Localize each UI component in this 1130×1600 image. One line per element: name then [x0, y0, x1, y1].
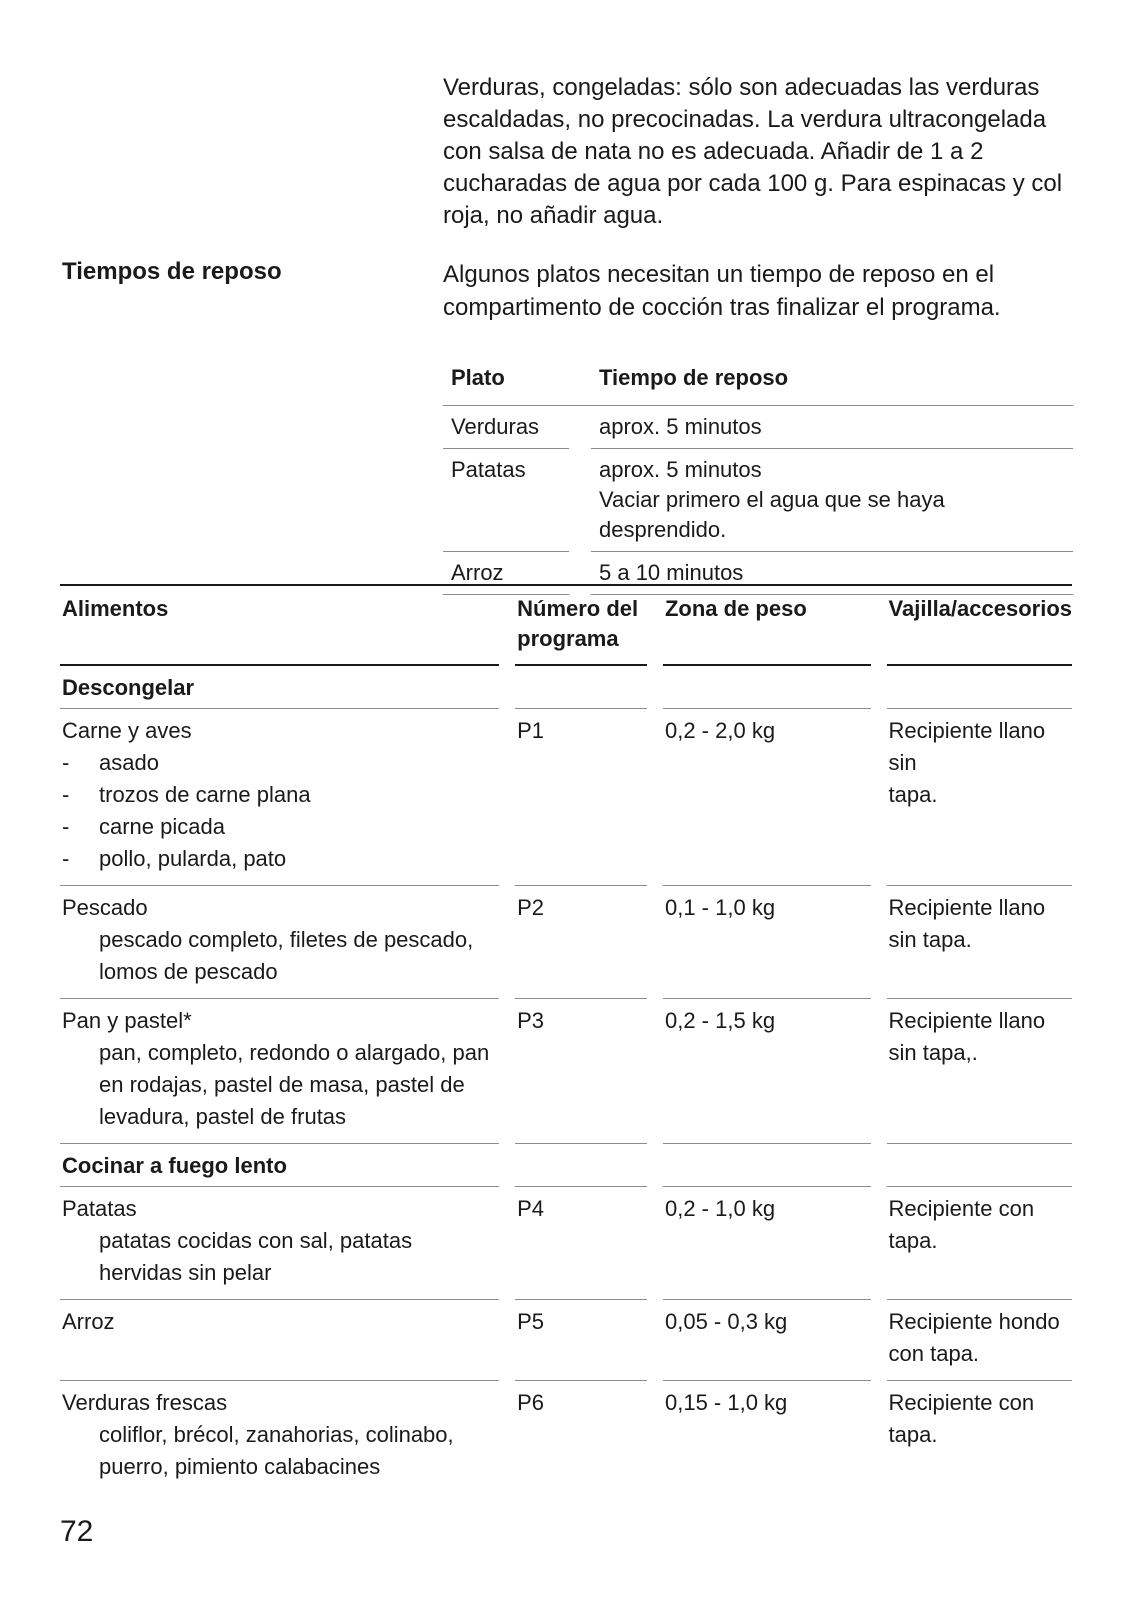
intro-paragraph: Verduras, congeladas: sólo son adecuadas las verduras escaldadas, no precocinadas. La verdura ultracongelada con salsa de nata no es adecuada. Añadir de 1 a 2 cucharadas de agua por cada 100 g. Para espinacas y col roja, no añadir agua.	[443, 74, 1063, 229]
program-number: P3	[515, 999, 647, 1144]
group-empty-cell	[887, 665, 1072, 709]
dish-accessories: Recipiente con tapa.	[887, 1187, 1072, 1300]
standing-time-note: Vaciar primero el agua que se haya desprendido.	[599, 487, 945, 542]
food-detail: coliflor, brécol, zanahorias, colinabo, puerro, pimiento calabacines	[99, 1422, 454, 1479]
program-row	[60, 1187, 1072, 1300]
weight-range: 0,2 - 1,5 kg	[663, 999, 871, 1144]
food-subitem: - asado	[62, 750, 159, 775]
group-empty-cell	[515, 1144, 647, 1187]
standing-dish: Patatas	[443, 449, 569, 552]
cell-gap	[569, 406, 591, 449]
standing-time	[591, 449, 1073, 552]
program-number: P5	[515, 1300, 647, 1381]
header-food: Alimentos	[60, 585, 499, 665]
food-subitem: - trozos de carne plana	[62, 782, 311, 807]
header-program-line2: programa	[517, 626, 619, 651]
programs-table	[60, 584, 1072, 1493]
group-title: Cocinar a fuego lento	[60, 1144, 499, 1187]
food-detail: patatas cocidas con sal, patatas hervidas sin pelar	[99, 1228, 413, 1285]
header-dish-accessories: Vajilla/accesorios	[887, 585, 1072, 665]
dish-accessories: Recipiente llano sin tapa,.	[887, 999, 1072, 1144]
dish-accessories: Recipiente hondo con tapa.	[887, 1300, 1072, 1381]
program-number: P1	[515, 709, 647, 886]
programs-header-row	[60, 585, 1072, 665]
program-number: P6	[517, 1390, 545, 1415]
standing-dish: Verduras	[443, 406, 569, 449]
food-name: Verduras frescas	[62, 1390, 228, 1415]
food-cell	[60, 709, 499, 886]
dish-accessories: Recipiente llano sin tapa.	[887, 886, 1072, 999]
standing-time-value: aprox. 5 minutos	[599, 457, 762, 482]
program-row	[60, 1381, 1072, 1494]
food-cell	[60, 999, 499, 1144]
food-name: Pan y pastel*	[62, 1008, 192, 1033]
food-cell	[60, 1187, 499, 1300]
header-gap	[499, 585, 515, 665]
group-row-defrost	[60, 665, 1072, 709]
food-cell	[60, 1381, 499, 1494]
standing-row	[443, 406, 1073, 449]
header-gap	[569, 365, 591, 406]
section-title-standing-times: Tiempos de reposo	[62, 258, 282, 285]
group-empty-cell	[663, 1144, 871, 1187]
standing-times-description: Algunos platos necesitan un tiempo de reposo en el compartimento de cocción tras finalizar el programa.	[443, 261, 1001, 321]
header-gap	[647, 585, 663, 665]
weight-range: 0,15 - 1,0 kg	[664, 1390, 788, 1415]
weight-range: 0,2 - 2,0 kg	[663, 709, 871, 886]
standing-time	[591, 406, 1073, 449]
header-program-line1: Número del	[517, 596, 639, 621]
food-detail: pescado completo, filetes de pescado, lomos de pescado	[99, 927, 474, 984]
program-number: P2	[515, 886, 647, 999]
dish-accessories: Recipiente con tapa.	[888, 1390, 1035, 1447]
group-empty-cell	[515, 665, 647, 709]
standing-time-value: aprox. 5 minutos	[599, 414, 762, 439]
weight-range: 0,05 - 0,3 kg	[663, 1300, 871, 1381]
standing-row	[443, 449, 1073, 552]
food-subitem: - carne picada	[62, 814, 225, 839]
food-detail: pan, completo, redondo o alargado, pan en rodajas, pastel de masa, pastel de levadura, pastel de frutas	[99, 1040, 490, 1129]
page-number: 72	[60, 1515, 94, 1548]
program-row	[60, 709, 1072, 886]
group-empty-cell	[887, 1144, 1072, 1187]
weight-range: 0,2 - 1,0 kg	[663, 1187, 871, 1300]
food-cell	[60, 886, 499, 999]
dish-accessories: Recipiente llano sin tapa.	[887, 709, 1072, 886]
food-name: Pescado	[62, 895, 148, 920]
standing-times-header-row	[443, 365, 1073, 406]
food-cell	[60, 1300, 499, 1381]
group-title: Descongelar	[60, 665, 499, 709]
standing-time-value: 5 a 10 minutos	[599, 560, 744, 585]
program-row	[60, 886, 1072, 999]
weight-range: 0,1 - 1,0 kg	[663, 886, 871, 999]
food-subitem: - pollo, pularda, pato	[62, 846, 287, 871]
program-number: P4	[515, 1187, 647, 1300]
standing-times-table	[443, 365, 1073, 595]
program-row	[60, 1300, 1072, 1381]
cell-gap	[569, 449, 591, 552]
header-program-number	[515, 585, 647, 665]
header-standing-time: Tiempo de reposo	[591, 365, 1073, 406]
food-name: Patatas	[62, 1196, 137, 1221]
header-gap	[871, 585, 887, 665]
food-name: Carne y aves	[62, 718, 192, 743]
food-name: Arroz	[62, 1309, 115, 1334]
group-row-slow-cook	[60, 1144, 1072, 1187]
header-weight-range: Zona de peso	[663, 585, 871, 665]
header-dish: Plato	[443, 365, 569, 406]
program-row	[60, 999, 1072, 1144]
standing-dish: Arroz	[443, 552, 569, 595]
group-empty-cell	[663, 665, 871, 709]
